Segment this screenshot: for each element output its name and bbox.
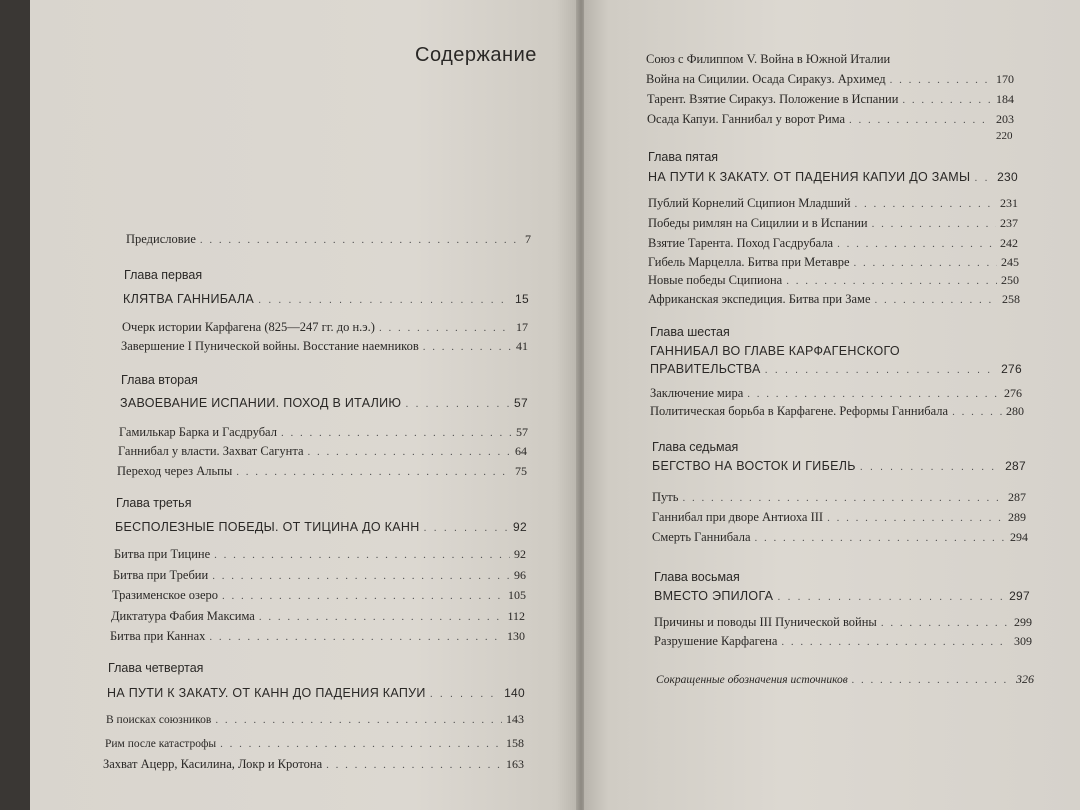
chapter-title: НА ПУТИ К ЗАКАТУ. ОТ КАНН ДО ПАДЕНИЯ КАПУИ	[107, 686, 426, 700]
chapter-title: НА ПУТИ К ЗАКАТУ. ОТ ПАДЕНИЯ КАПУИ ДО ЗАМЫ	[648, 170, 971, 184]
leader-dots	[214, 549, 510, 561]
toc-entry-title: Предисловие	[126, 232, 196, 246]
leader-dots	[220, 738, 502, 750]
leader-dots	[423, 341, 512, 353]
leader-dots	[872, 218, 996, 230]
chapter-label: Глава пятая	[648, 150, 719, 164]
leader-dots	[860, 461, 1001, 473]
toc-entry-title: Африканская экспедиция. Битва при Заме	[648, 292, 871, 306]
toc-entry	[119, 425, 528, 440]
toc-entry-title: В поисках союзников	[106, 714, 212, 726]
toc-entry	[112, 588, 526, 603]
chapter-title-entry	[650, 362, 1022, 376]
toc-entry	[111, 609, 525, 624]
toc-entry	[122, 320, 528, 335]
toc-entry	[648, 292, 1020, 307]
leader-dots	[379, 322, 512, 334]
toc-entry-title: Путь	[652, 490, 679, 504]
chapter-title-entry	[652, 459, 1026, 473]
toc-entry-page: 242	[1000, 236, 1018, 250]
leader-dots	[827, 512, 1004, 524]
toc-entry-page: 280	[1006, 404, 1024, 418]
toc-entry-page: 163	[506, 757, 524, 771]
toc-entry-title: Завершение I Пунической войны. Восстание наемников	[121, 339, 419, 353]
leader-dots	[837, 238, 996, 250]
leader-dots	[875, 294, 998, 306]
toc-entry	[647, 92, 1014, 107]
toc-entry	[113, 568, 526, 583]
toc-entry	[650, 404, 1024, 419]
chapter-title: БЕСПОЛЕЗНЫЕ ПОБЕДЫ. ОТ ТИЦИНА ДО КАНН	[115, 520, 420, 534]
toc-entry-page: 170	[996, 72, 1014, 86]
toc-entry-page: 203	[996, 112, 1014, 126]
chapter-label: Глава шестая	[650, 325, 730, 339]
toc-entry-title: Разрушение Карфагена	[654, 634, 778, 648]
toc-entry	[648, 216, 1018, 231]
chapter-title: ВМЕСТО ЭПИЛОГА	[654, 589, 774, 603]
toc-entry-page: 75	[515, 464, 527, 478]
chapter-title-entry	[115, 520, 527, 534]
toc-entry-page: 250	[1001, 273, 1019, 287]
chapter-label: Глава вторая	[121, 373, 198, 387]
leader-dots	[258, 294, 511, 306]
toc-entry-title: Заключение мира	[650, 386, 744, 400]
page-number: 220	[996, 130, 1013, 142]
toc-entry	[114, 547, 526, 562]
chapter-page: 140	[504, 686, 525, 700]
toc-entry-abbreviations	[656, 672, 1034, 687]
toc-entry	[652, 510, 1026, 525]
toc-entry-page: 105	[508, 588, 526, 602]
toc-entry-title: Тразименское озеро	[112, 588, 219, 602]
leader-dots	[209, 631, 503, 643]
toc-entry-title: Взятие Тарента. Поход Гасдрубала	[648, 236, 834, 250]
toc-entry-title: Тарент. Взятие Сиракуз. Положение в Испании	[647, 92, 899, 106]
toc-entry-title: Битва при Требии	[113, 568, 209, 582]
toc-entry	[652, 490, 1026, 505]
toc-entry-title: Битва при Каннах	[110, 629, 206, 643]
toc-entry-page: 41	[516, 339, 528, 353]
toc-entry-title: Гибель Марцелла. Битва при Метавре	[648, 255, 850, 269]
toc-entry	[648, 196, 1018, 211]
toc-entry-page: 258	[1002, 292, 1020, 306]
chapter-page: 230	[997, 170, 1018, 184]
toc-entry-page: 287	[1008, 490, 1026, 504]
leader-dots	[786, 275, 997, 287]
toc-entry	[106, 712, 524, 727]
toc-entry-title: Ганнибал при дворе Антиоха III	[652, 510, 824, 524]
toc-entry-title: Сокращенные обозначения источников	[656, 674, 848, 686]
leader-dots	[215, 714, 502, 726]
toc-entry-title: Союз с Филиппом V. Война в Южной Италии	[646, 52, 891, 66]
leader-dots	[212, 570, 510, 582]
chapter-title-entry	[120, 396, 528, 410]
toc-entry-page: 143	[506, 712, 524, 726]
toc-entry	[648, 273, 1019, 288]
toc-entry	[110, 629, 525, 644]
chapter-page: 276	[1001, 362, 1022, 376]
leader-dots	[747, 388, 1000, 400]
chapter-title-entry	[107, 686, 525, 700]
chapter-title: КЛЯТВА ГАННИБАЛА	[123, 292, 255, 306]
toc-entry-page: 184	[996, 92, 1014, 106]
toc-entry	[118, 444, 527, 459]
toc-entry	[648, 255, 1019, 270]
chapter-page: 92	[513, 520, 527, 534]
toc-entry-title: Захват Ацерр, Касилина, Локр и Кротона	[103, 757, 323, 771]
leader-dots	[881, 617, 1010, 629]
leader-dots	[854, 257, 997, 269]
chapter-label: Глава третья	[116, 496, 192, 510]
leader-dots	[424, 522, 510, 534]
toc-entry-title: Очерк истории Карфагена (825—247 гг. до н.э.)	[122, 320, 375, 334]
chapter-title-entry	[123, 292, 529, 306]
toc-entry-title: Война на Сицилии. Осада Сиракуз. Архимед	[646, 72, 886, 86]
toc-entry	[648, 236, 1018, 251]
toc-entry-page: 57	[516, 425, 528, 439]
toc-entry-page: 17	[516, 320, 528, 334]
toc-entry-title: Победы римлян на Сицилии и в Испании	[648, 216, 868, 230]
toc-entry-page: 299	[1014, 615, 1032, 629]
toc-entry-title: Политическая борьба в Карфагене. Реформы Ганнибала	[650, 404, 949, 418]
leader-dots	[222, 590, 504, 602]
toc-entry-page: 64	[515, 444, 527, 458]
toc-entry-page: 130	[507, 629, 525, 643]
toc-entry	[647, 112, 1014, 127]
leader-dots	[259, 611, 504, 623]
toc-entry-page: 96	[514, 568, 526, 582]
chapter-label: Глава первая	[124, 268, 203, 282]
toc-entry-title: Битва при Тицине	[114, 547, 211, 561]
leader-dots	[902, 94, 992, 106]
chapter-label: Глава восьмая	[654, 570, 740, 584]
toc-entry-title: Публий Корнелий Сципион Младший	[648, 196, 851, 210]
leader-dots	[308, 446, 512, 458]
toc-entry-page: 309	[1014, 634, 1032, 648]
toc-entry-page: 326	[1016, 672, 1034, 686]
toc-entry	[121, 339, 528, 354]
toc-entry-page: 92	[514, 547, 526, 561]
toc-entry-title: Причины и поводы III Пунической войны	[654, 615, 877, 629]
toc-title: Содержание	[415, 44, 537, 66]
chapter-title-entry	[648, 170, 1018, 184]
leader-dots	[200, 234, 521, 246]
toc-entry-page: 294	[1010, 530, 1028, 544]
toc-entry-title: Переход через Альпы	[117, 464, 233, 478]
leader-dots	[236, 466, 511, 478]
chapter-label: Глава седьмая	[652, 440, 739, 454]
leader-dots	[849, 114, 992, 126]
leader-dots	[682, 492, 1004, 504]
toc-entry-title: Гамилькар Барка и Гасдрубал	[119, 425, 277, 439]
chapter-title: ПРАВИТЕЛЬСТВА	[650, 362, 761, 376]
toc-entry-title: Ганнибал у власти. Захват Сагунта	[118, 444, 304, 458]
toc-entry	[652, 530, 1028, 545]
toc-entry-page: 237	[1000, 216, 1018, 230]
toc-entry-title: Диктатура Фабия Максима	[111, 609, 255, 623]
toc-entry-title: Осада Капуи. Ганнибал у ворот Рима	[647, 112, 846, 126]
chapter-page: 287	[1005, 459, 1026, 473]
toc-entry-title: Рим после катастрофы	[105, 738, 217, 750]
toc-entry-title: Смерть Ганнибала	[652, 530, 751, 544]
leader-dots	[777, 591, 1005, 603]
chapter-page: 15	[515, 292, 529, 306]
toc-entry-page: 7	[525, 232, 531, 246]
toc-entry	[105, 736, 524, 751]
toc-entry	[654, 634, 1032, 649]
chapter-page: 57	[514, 396, 528, 410]
toc-entry-page: 245	[1001, 255, 1019, 269]
leader-dots	[890, 74, 992, 86]
chapter-title: БЕГСТВО НА ВОСТОК И ГИБЕЛЬ	[652, 459, 856, 473]
chapter-page: 297	[1009, 589, 1030, 603]
toc-entry-preface	[126, 232, 531, 247]
chapter-title-entry	[654, 589, 1030, 603]
toc-entry-title: Новые победы Сципиона	[648, 273, 783, 287]
chapter-title: ЗАВОЕВАНИЕ ИСПАНИИ. ПОХОД В ИТАЛИЮ	[120, 396, 402, 410]
toc-entry-page: 289	[1008, 510, 1026, 524]
leader-dots	[405, 398, 510, 410]
leader-dots	[326, 759, 502, 771]
toc-entry	[117, 464, 527, 479]
chapter-title: ГАННИБАЛ ВО ГЛАВЕ КАРФАГЕНСКОГО	[650, 344, 900, 358]
toc-entry-page: 276	[1004, 386, 1022, 400]
leader-dots	[852, 674, 1012, 686]
toc-entry-page: 231	[1000, 196, 1018, 210]
toc-entry	[646, 72, 1014, 87]
toc-entry-page: 158	[506, 736, 524, 750]
leader-dots	[974, 172, 993, 184]
leader-dots	[755, 532, 1006, 544]
leader-dots	[781, 636, 1010, 648]
leader-dots	[281, 427, 512, 439]
toc-entry-page: 112	[507, 609, 525, 623]
leader-dots	[952, 406, 1002, 418]
toc-entry	[646, 52, 1026, 67]
leader-dots	[430, 688, 500, 700]
toc-entry	[650, 386, 1022, 401]
toc-entry	[103, 757, 524, 772]
toc-entry	[654, 615, 1032, 630]
chapter-label: Глава четвертая	[108, 661, 204, 675]
leader-dots	[855, 198, 996, 210]
leader-dots	[765, 364, 997, 376]
